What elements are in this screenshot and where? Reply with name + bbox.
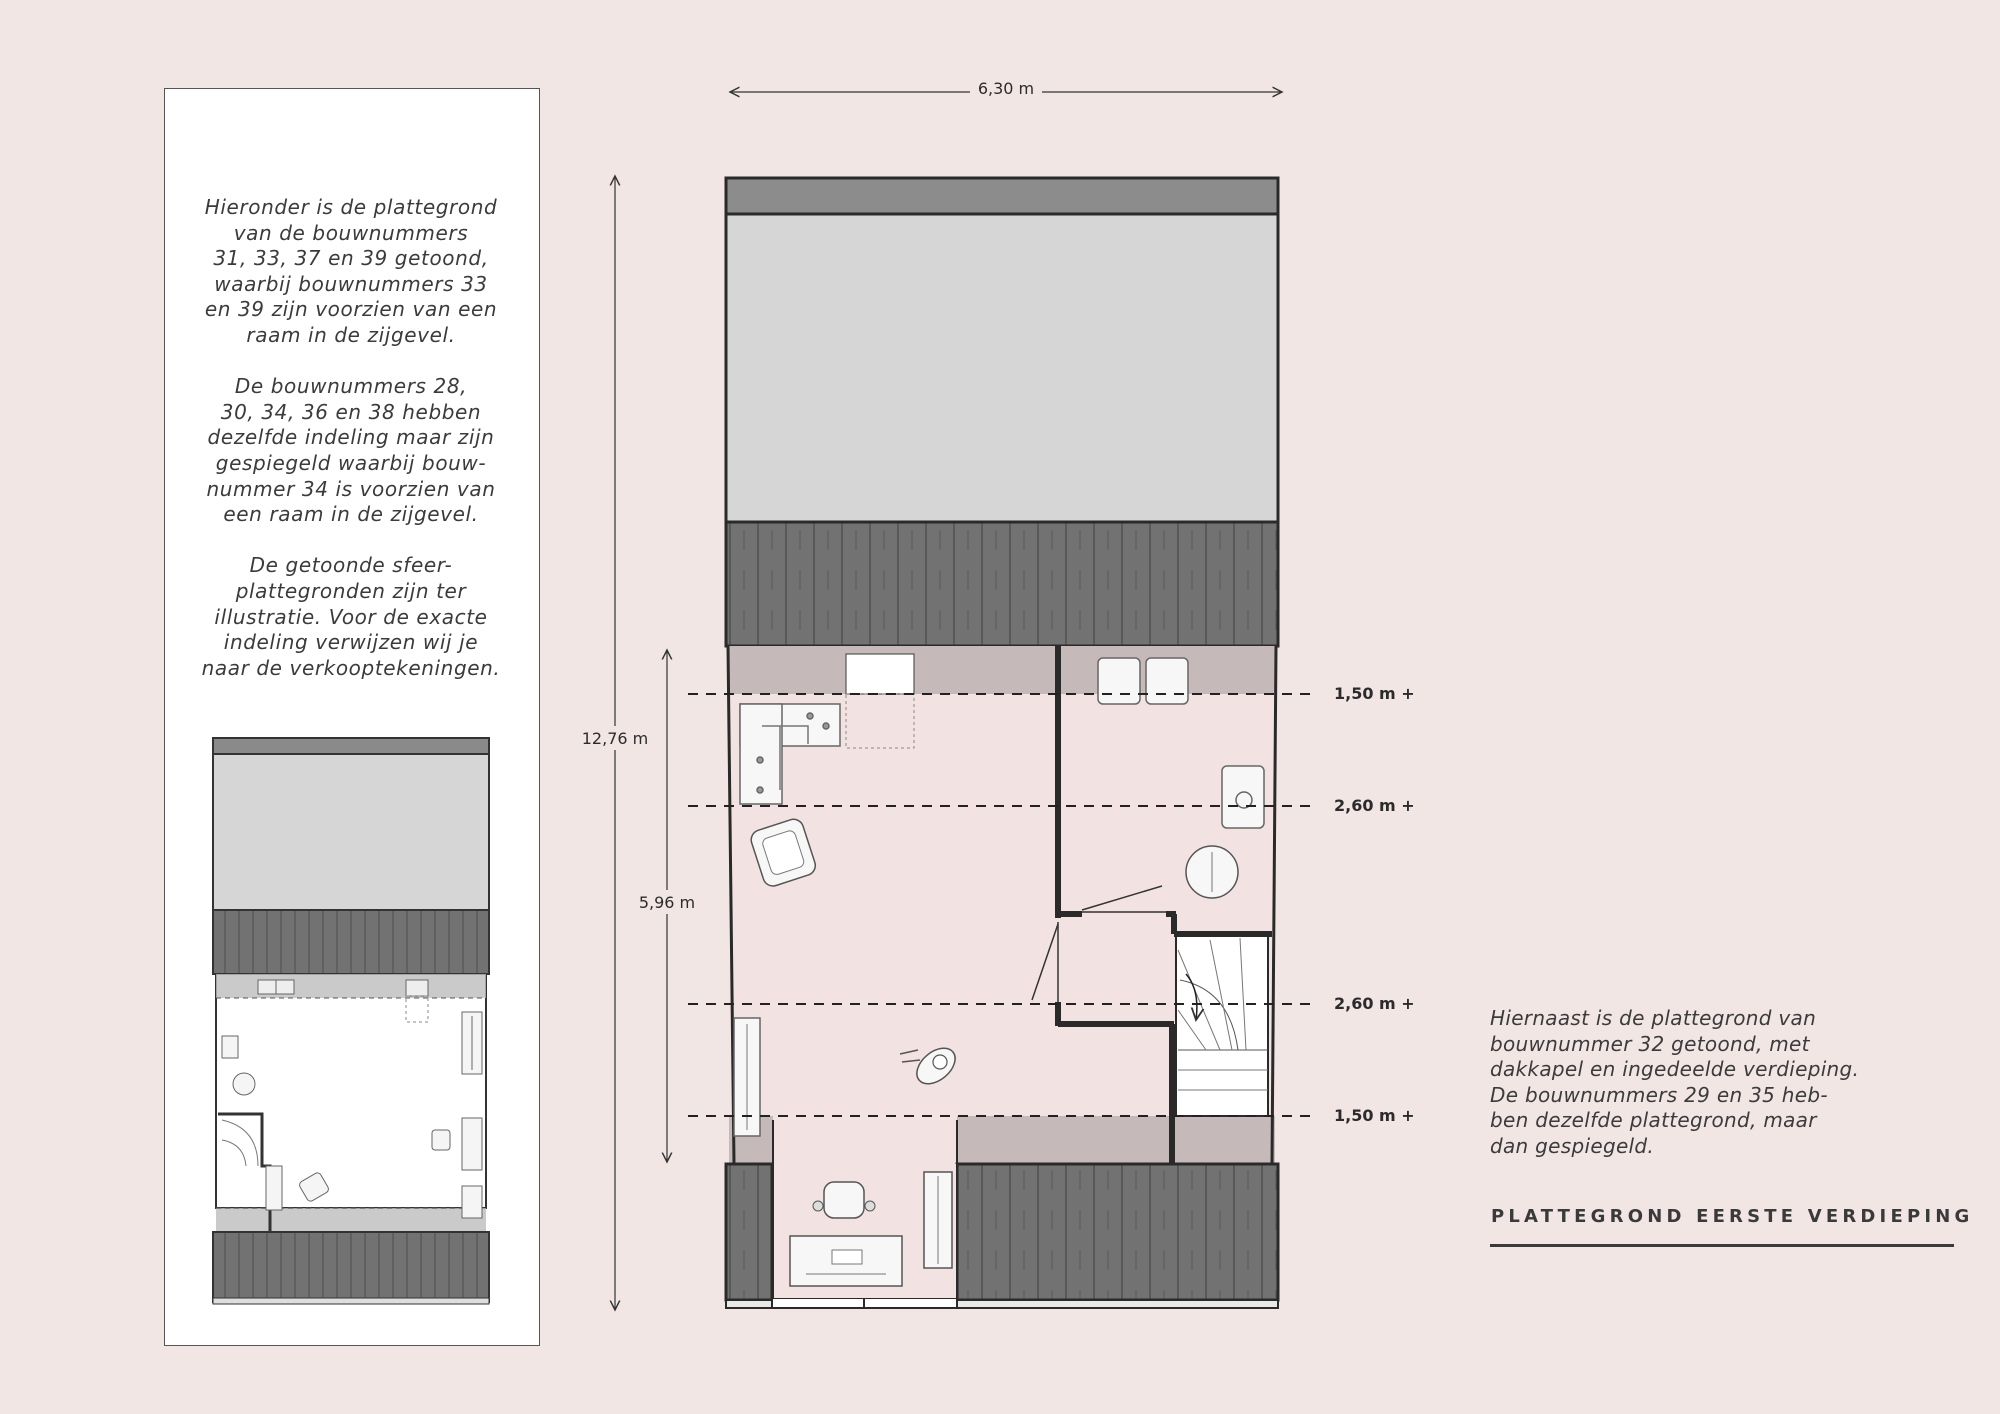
width-label: 6,30 m	[977, 79, 1035, 98]
dormer-desk	[790, 1236, 902, 1286]
low-zone-top	[729, 646, 1275, 694]
intro-paragraph-2: De bouwnummers 28, 30, 34, 36 en 38 hebben dezelfde indeling maar zijn gespiegeld waarbij bouw- nummer 34 is voorzien van een raam in de zijgevel.	[206, 374, 496, 527]
low-zone-bottom-right	[957, 1116, 1275, 1164]
intro-paragraph-1: Hieronder is de plattegrond van de bouwnummers 31, 33, 37 en 39 getoond, waarbij bouwnummers 33 en 39 zijn voorzien van een raam in de zijgevel.	[204, 195, 498, 347]
roof-tiles-front-left	[726, 1164, 772, 1300]
height-label-4: 1,50 m +	[1334, 1106, 1415, 1125]
roof-tiles-front-right	[957, 1164, 1278, 1300]
height-label-3: 2,60 m +	[1334, 994, 1415, 1013]
height-label-1: 1,50 m +	[1334, 684, 1415, 703]
title-underline	[1490, 1244, 1954, 1247]
total-depth-label: 12,76 m	[581, 729, 649, 748]
skylight	[846, 654, 914, 694]
roof-tiles-back	[726, 522, 1278, 646]
sink-2	[1146, 658, 1188, 704]
plan-title: PLATTEGROND EERSTE VERDIEPING	[1491, 1206, 1974, 1227]
intro-paragraph-3: De getoonde sfeer- plattegronden zijn ter illustratie. Voor de exacte indeling verwijzen wij je naar de verkooptekeningen.	[201, 553, 501, 680]
roof-plane-back	[726, 214, 1278, 522]
staircase	[1176, 936, 1268, 1116]
toilet	[1222, 766, 1264, 828]
sink-1	[1098, 658, 1140, 704]
roof-ridge	[726, 178, 1278, 214]
height-label-2: 2,60 m +	[1334, 796, 1415, 815]
plan-description: Hiernaast is de plattegrond van bouwnummer 32 getoond, met dakkapel en ingedeelde verdieping. De bouwnummers 29 en 35 heb- ben dezelfde plattegrond, maar dan gespiegeld.	[1490, 1006, 1860, 1158]
thumbnail-plan	[213, 738, 489, 1304]
floor-depth-label: 5,96 m	[638, 893, 696, 912]
